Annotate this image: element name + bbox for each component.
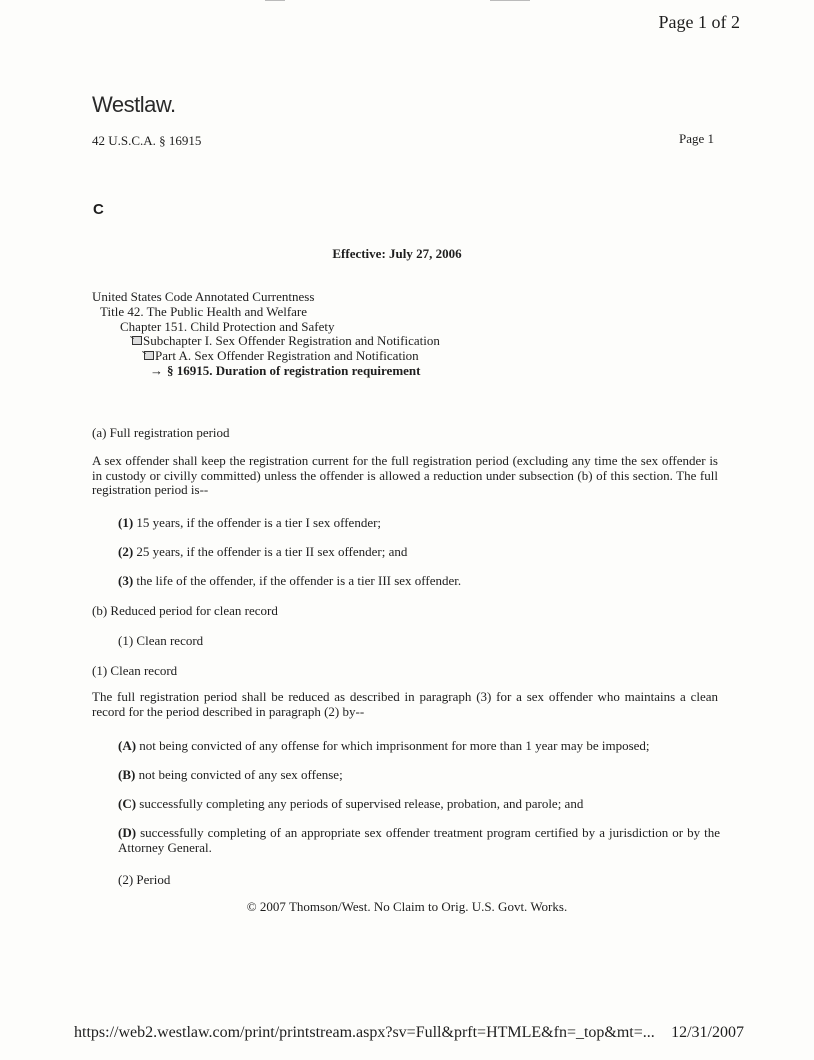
item-number: (B) — [118, 767, 136, 782]
subsection-b-heading: (b) Reduced period for clean record — [92, 603, 278, 618]
list-item — [118, 826, 720, 855]
footer-url: https://web2.westlaw.com/print/printstream.aspx?sv=Full&prft=HTMLE&fn=_top&mt=... — [74, 1024, 655, 1041]
item-text: successfully completing of an appropriate sex offender treatment program certified by a jurisdiction or by the Attorney General. — [118, 825, 720, 855]
item-number: (1) — [118, 515, 134, 530]
toc-subchapter-label: Subchapter I. Sex Offender Registration and Notification — [143, 333, 440, 349]
toc-title[interactable]: Title 42. The Public Health and Welfare — [100, 303, 308, 319]
page-of-count: Page 1 of 2 — [658, 12, 740, 32]
item-text: 25 years, if the offender is a tier II sex offender; and — [136, 544, 408, 559]
toc-part-label: Part A. Sex Offender Registration and Notification — [155, 348, 419, 364]
copyright-notice: © 2007 Thomson/West. No Claim to Orig. U.S. Govt. Works. — [246, 899, 568, 914]
paragraph-b1-text: The full registration period shall be reduced as described in paragraph (3) for a sex offender who maintains a clean record for the period described in paragraph (2) by-- — [92, 689, 718, 719]
paragraph-b1-heading: (1) Clean record — [92, 663, 178, 678]
list-item — [118, 768, 720, 783]
list-item — [118, 797, 720, 812]
footer-date: 12/31/2007 — [671, 1024, 744, 1041]
westlaw-logo: Westlaw. — [92, 92, 176, 117]
toc-section-label: § 16915. Duration of registration requirement — [167, 362, 421, 378]
item-number: (2) — [118, 544, 134, 559]
page-number: Page 1 — [678, 131, 714, 146]
item-text: the life of the offender, if the offender is a tier III sex offender. — [136, 573, 462, 588]
list-item — [118, 516, 720, 531]
item-text: successfully completing any periods of supervised release, probation, and parole; and — [139, 796, 584, 811]
effective-date: Effective: July 27, 2006 — [332, 246, 462, 261]
item-number: (A) — [118, 738, 137, 753]
keycite-flag-icon[interactable]: C — [93, 201, 104, 218]
scan-mark — [265, 0, 285, 1]
document-icon — [130, 336, 141, 344]
list-item — [118, 574, 720, 589]
arrow-right-icon: → — [150, 362, 163, 378]
list-item — [118, 739, 720, 754]
item-number: (D) — [118, 825, 137, 840]
item-text: not being convicted of any offense for which imprisonment for more than 1 year may be imposed; — [139, 738, 650, 753]
paragraph-b2-heading: (2) Period — [118, 872, 171, 887]
toc-section — [92, 364, 440, 379]
item-number: (C) — [118, 796, 137, 811]
toc-chapter[interactable]: Chapter 151. Child Protection and Safety — [120, 318, 335, 334]
document-icon — [142, 351, 153, 359]
citation: 42 U.S.C.A. § 16915 — [92, 133, 202, 148]
toc-part[interactable] — [92, 349, 440, 364]
scan-mark — [490, 0, 530, 1]
toc-code[interactable]: United States Code Annotated Currentness — [92, 289, 315, 304]
list-item — [118, 545, 720, 560]
subsection-a-heading: (a) Full registration period — [92, 425, 230, 440]
subsection-a-text: A sex offender shall keep the registration current for the full registration period (excluding any time the sex offender is in custody or civilly committed) unless the offender is allowed a reduction under subsection (b) of this section. The full registration period is-- — [92, 453, 718, 497]
item-number: (3) — [118, 573, 134, 588]
toc-subchapter[interactable] — [92, 334, 440, 349]
item-text: 15 years, if the offender is a tier I sex offender; — [136, 515, 382, 530]
item-text: not being convicted of any sex offense; — [138, 767, 343, 782]
subsection-b-link[interactable]: (1) Clean record — [118, 633, 204, 648]
table-of-contents — [92, 290, 440, 379]
